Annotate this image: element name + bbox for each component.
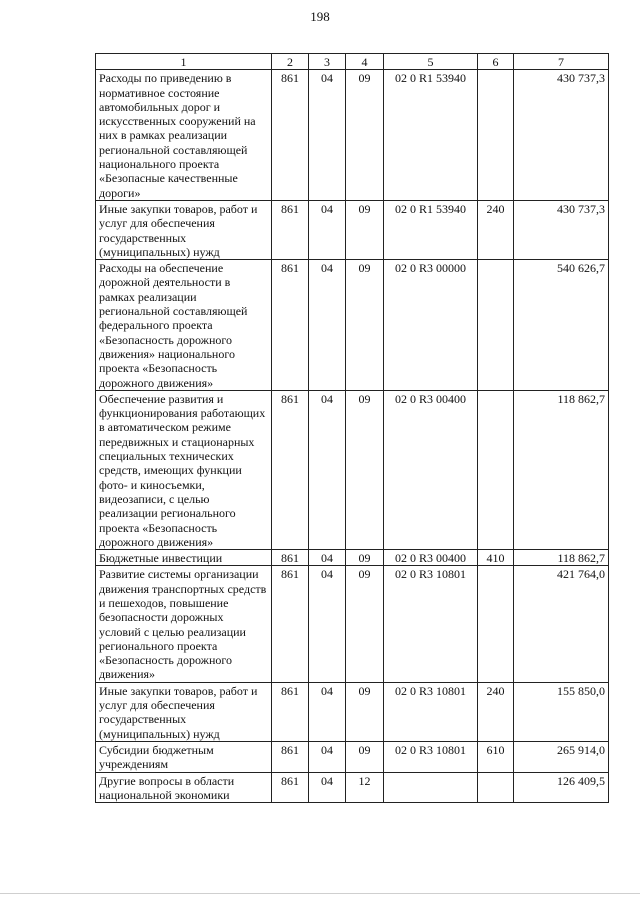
admin-code-cell: 861 [272, 550, 309, 566]
row-name-cell: Субсидии бюджетным учреждениям [96, 741, 272, 772]
admin-code-cell: 861 [272, 741, 309, 772]
table-row [96, 772, 609, 803]
amount-cell: 421 764,0 [514, 566, 609, 682]
table-body [96, 70, 609, 803]
expense-type-cell [478, 566, 514, 682]
amount-cell: 118 862,7 [514, 550, 609, 566]
amount-cell: 155 850,0 [514, 682, 609, 741]
section-code-cell: 04 [309, 200, 346, 259]
column-header: 7 [514, 54, 609, 70]
section-code-cell: 04 [309, 772, 346, 803]
admin-code-cell: 861 [272, 772, 309, 803]
amount-cell: 430 737,3 [514, 200, 609, 259]
admin-code-cell: 861 [272, 390, 309, 549]
table-row [96, 741, 609, 772]
expense-type-cell: 240 [478, 200, 514, 259]
page-number: 198 [310, 9, 330, 24]
section-code-cell: 04 [309, 260, 346, 391]
amount-cell: 265 914,0 [514, 741, 609, 772]
column-header: 6 [478, 54, 514, 70]
expense-type-cell [478, 260, 514, 391]
subsection-code-cell: 09 [346, 682, 384, 741]
expense-type-cell: 410 [478, 550, 514, 566]
section-code-cell: 04 [309, 741, 346, 772]
section-code-cell: 04 [309, 566, 346, 682]
subsection-code-cell: 09 [346, 566, 384, 682]
expense-type-cell [478, 772, 514, 803]
row-name-cell: Обеспечение развития и функционирования работающих в автоматическом режиме передвижных и стационарных специальных технических средств, имеющих функции фото- и киносъемки, видеозаписи, с целью реализации регионального проекта «Безопасность дорожного движения» [96, 390, 272, 549]
expense-type-cell [478, 70, 514, 201]
budget-table [95, 53, 609, 803]
table-row [96, 390, 609, 549]
admin-code-cell: 861 [272, 70, 309, 201]
row-name-cell: Расходы на обеспечение дорожной деятельности в рамках реализации региональной составляющей федерального проекта «Безопасность дорожного движения» национального проекта «Безопасность дорожного движения» [96, 260, 272, 391]
column-header: 5 [384, 54, 478, 70]
subsection-code-cell: 09 [346, 741, 384, 772]
table-row [96, 682, 609, 741]
page-bottom-rule [0, 893, 640, 894]
target-article-cell: 02 0 R3 10801 [384, 682, 478, 741]
target-article-cell: 02 0 R3 00000 [384, 260, 478, 391]
table-row [96, 200, 609, 259]
subsection-code-cell: 09 [346, 390, 384, 549]
expense-type-cell: 610 [478, 741, 514, 772]
target-article-cell [384, 772, 478, 803]
row-name-cell: Другие вопросы в области национальной экономики [96, 772, 272, 803]
table-row [96, 550, 609, 566]
admin-code-cell: 861 [272, 260, 309, 391]
column-header: 2 [272, 54, 309, 70]
row-name-cell: Иные закупки товаров, работ и услуг для обеспечения государственных (муниципальных) нужд [96, 682, 272, 741]
section-code-cell: 04 [309, 550, 346, 566]
subsection-code-cell: 09 [346, 70, 384, 201]
row-name-cell: Расходы по приведению в нормативное состояние автомобильных дорог и искусственных сооружений на них в рамках реализации региональной составляющей национального проекта «Безопасные качественные дороги» [96, 70, 272, 201]
table-row [96, 70, 609, 201]
admin-code-cell: 861 [272, 200, 309, 259]
column-header: 3 [309, 54, 346, 70]
target-article-cell: 02 0 R1 53940 [384, 200, 478, 259]
amount-cell: 540 626,7 [514, 260, 609, 391]
target-article-cell: 02 0 R3 10801 [384, 566, 478, 682]
amount-cell: 118 862,7 [514, 390, 609, 549]
amount-cell: 430 737,3 [514, 70, 609, 201]
expense-type-cell: 240 [478, 682, 514, 741]
subsection-code-cell: 12 [346, 772, 384, 803]
expense-type-cell [478, 390, 514, 549]
section-code-cell: 04 [309, 682, 346, 741]
target-article-cell: 02 0 R3 10801 [384, 741, 478, 772]
row-name-cell: Бюджетные инвестиции [96, 550, 272, 566]
table-row [96, 566, 609, 682]
target-article-cell: 02 0 R3 00400 [384, 550, 478, 566]
table-row [96, 260, 609, 391]
subsection-code-cell: 09 [346, 550, 384, 566]
subsection-code-cell: 09 [346, 200, 384, 259]
section-code-cell: 04 [309, 70, 346, 201]
column-header: 1 [96, 54, 272, 70]
target-article-cell: 02 0 R3 00400 [384, 390, 478, 549]
admin-code-cell: 861 [272, 682, 309, 741]
section-code-cell: 04 [309, 390, 346, 549]
amount-cell: 126 409,5 [514, 772, 609, 803]
table-header-row [96, 54, 609, 70]
column-header: 4 [346, 54, 384, 70]
row-name-cell: Развитие системы организации движения транспортных средств и пешеходов, повышение безопасности дорожных условий с целью реализации регионального проекта «Безопасность дорожного движения» [96, 566, 272, 682]
admin-code-cell: 861 [272, 566, 309, 682]
subsection-code-cell: 09 [346, 260, 384, 391]
target-article-cell: 02 0 R1 53940 [384, 70, 478, 201]
row-name-cell: Иные закупки товаров, работ и услуг для обеспечения государственных (муниципальных) нужд [96, 200, 272, 259]
